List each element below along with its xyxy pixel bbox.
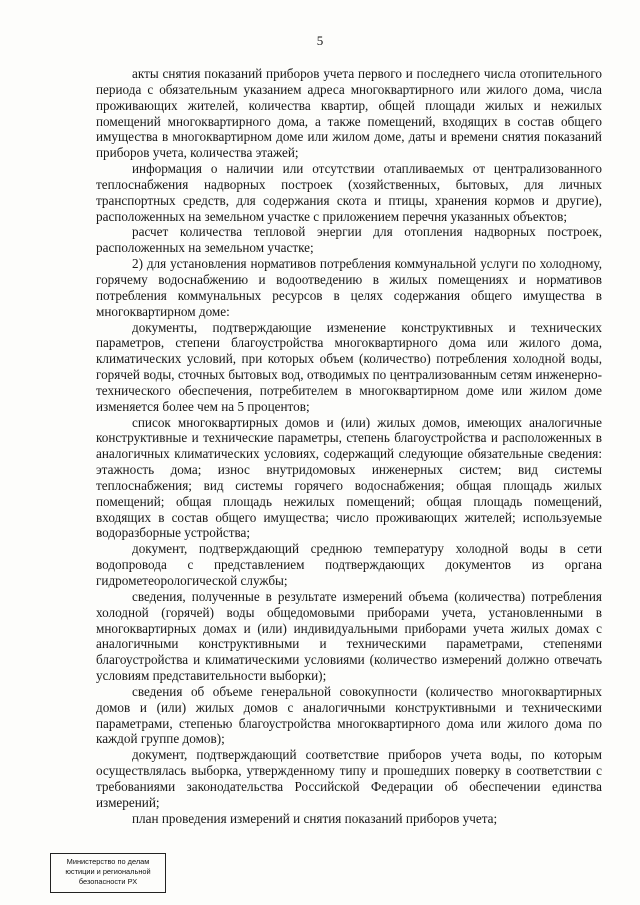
- paragraph-outbuildings-info: информация о наличии или отсутствии отапливаемых от централизованного теплоснабжения надворных построек (хозяйственных, бытовых, для личных транспортных средств, для содержания скота и птицы, хранения кормов и другие), расположенных на земельном участке с приложением перечня указанных объектов;: [96, 161, 602, 224]
- stamp-line-1: Министерство по делам: [66, 857, 150, 866]
- paragraph-change-documents: документы, подтверждающие изменение конструктивных и технических параметров, степени благоустройства многоквартирного дома или жилого дома, климатических условий, при которых объем (количество) потребления холодной воды, горячей воды, сточных бытовых вод, отводимых по централизованным сетям инженерно-технического обеспечения, потребителем в многоквартирном доме или жилом доме изменяется более чем на 5 процентов;: [96, 319, 602, 414]
- paragraph-heat-calculation: расчет количества тепловой энергии для отопления надворных построек, расположенных на земельном участке;: [96, 224, 602, 256]
- paragraph-buildings-list: список многоквартирных домов и (или) жилых домов, имеющих аналогичные конструктивные и технические параметры, степень благоустройства и расположенных в аналогичных климатических условиях, содержащий следующие обязательные сведения: этажность дома; износ внутридомовых инженерных систем; вид системы теплоснабжения; вид системы горячего водоснабжения; общая площадь жилых помещений; общая площадь нежилых помещений; общая площадь помещений, входящих в состав общего имущества; число проживающих жителей; используемые водоразборные устройства;: [96, 414, 602, 541]
- ministry-stamp: [50, 853, 166, 893]
- stamp-line-3: безопасности РХ: [78, 877, 138, 886]
- stamp-line-2: юстиции и региональной: [65, 867, 151, 876]
- document-body: [96, 66, 602, 827]
- paragraph-measurement-plan: план проведения измерений и снятия показаний приборов учета;: [132, 810, 498, 826]
- paragraph-meter-conformity: документ, подтверждающий соответствие приборов учета воды, по которым осуществлялась выборка, утвержденному типу и прошедших поверку в соответствии с требованиями законодательства Российской Федерации об обеспечении единства измерений;: [96, 747, 602, 810]
- page-number: 5: [316, 33, 324, 48]
- paragraph-water-temperature: документ, подтверждающий среднюю температуру холодной воды в сети водопровода с представлением подтверждающих документов из органа гидрометеорологической службы;: [96, 541, 602, 588]
- paragraph-meter-readings-acts: акты снятия показаний приборов учета первого и последнего числа отопительного периода с обязательным указанием адреса многоквартирного или жилого дома, числа проживающих жителей, количества квартир, общей площади жилых и нежилых помещений многоквартирного дома, а также помещений, входящих в состав общего имущества в многоквартирном доме или жилом доме, даты и времени снятия показаний приборов учета, количества этажей;: [96, 66, 602, 161]
- paragraph-measurement-data: сведения, полученные в результате измерений объема (количества) потребления холодной (горячей) воды общедомовыми приборами учета, установленными в многоквартирных домах и (или) индивидуальными приборами учета жилых домах с аналогичными конструктивными и техническими параметрами, степенями благоустройства и климатическими условиями (количество измерений должно отвечать условиям представительности выборки);: [96, 588, 602, 684]
- paragraph-item-2-water-norms: 2) для установления нормативов потребления коммунальной услуги по холодному, горячему водоснабжению и водоотведению в жилых помещениях и нормативов потребления коммунальных ресурсов в целях содержания общего имущества в многоквартирном доме:: [96, 256, 602, 319]
- paragraph-population-size: сведения об объеме генеральной совокупности (количество многоквартирных домов и (или) жилых домов с аналогичными конструктивными и техническими параметрами, степенью благоустройства многоквартирного дома или жилого дома по каждой группе домов);: [96, 683, 602, 747]
